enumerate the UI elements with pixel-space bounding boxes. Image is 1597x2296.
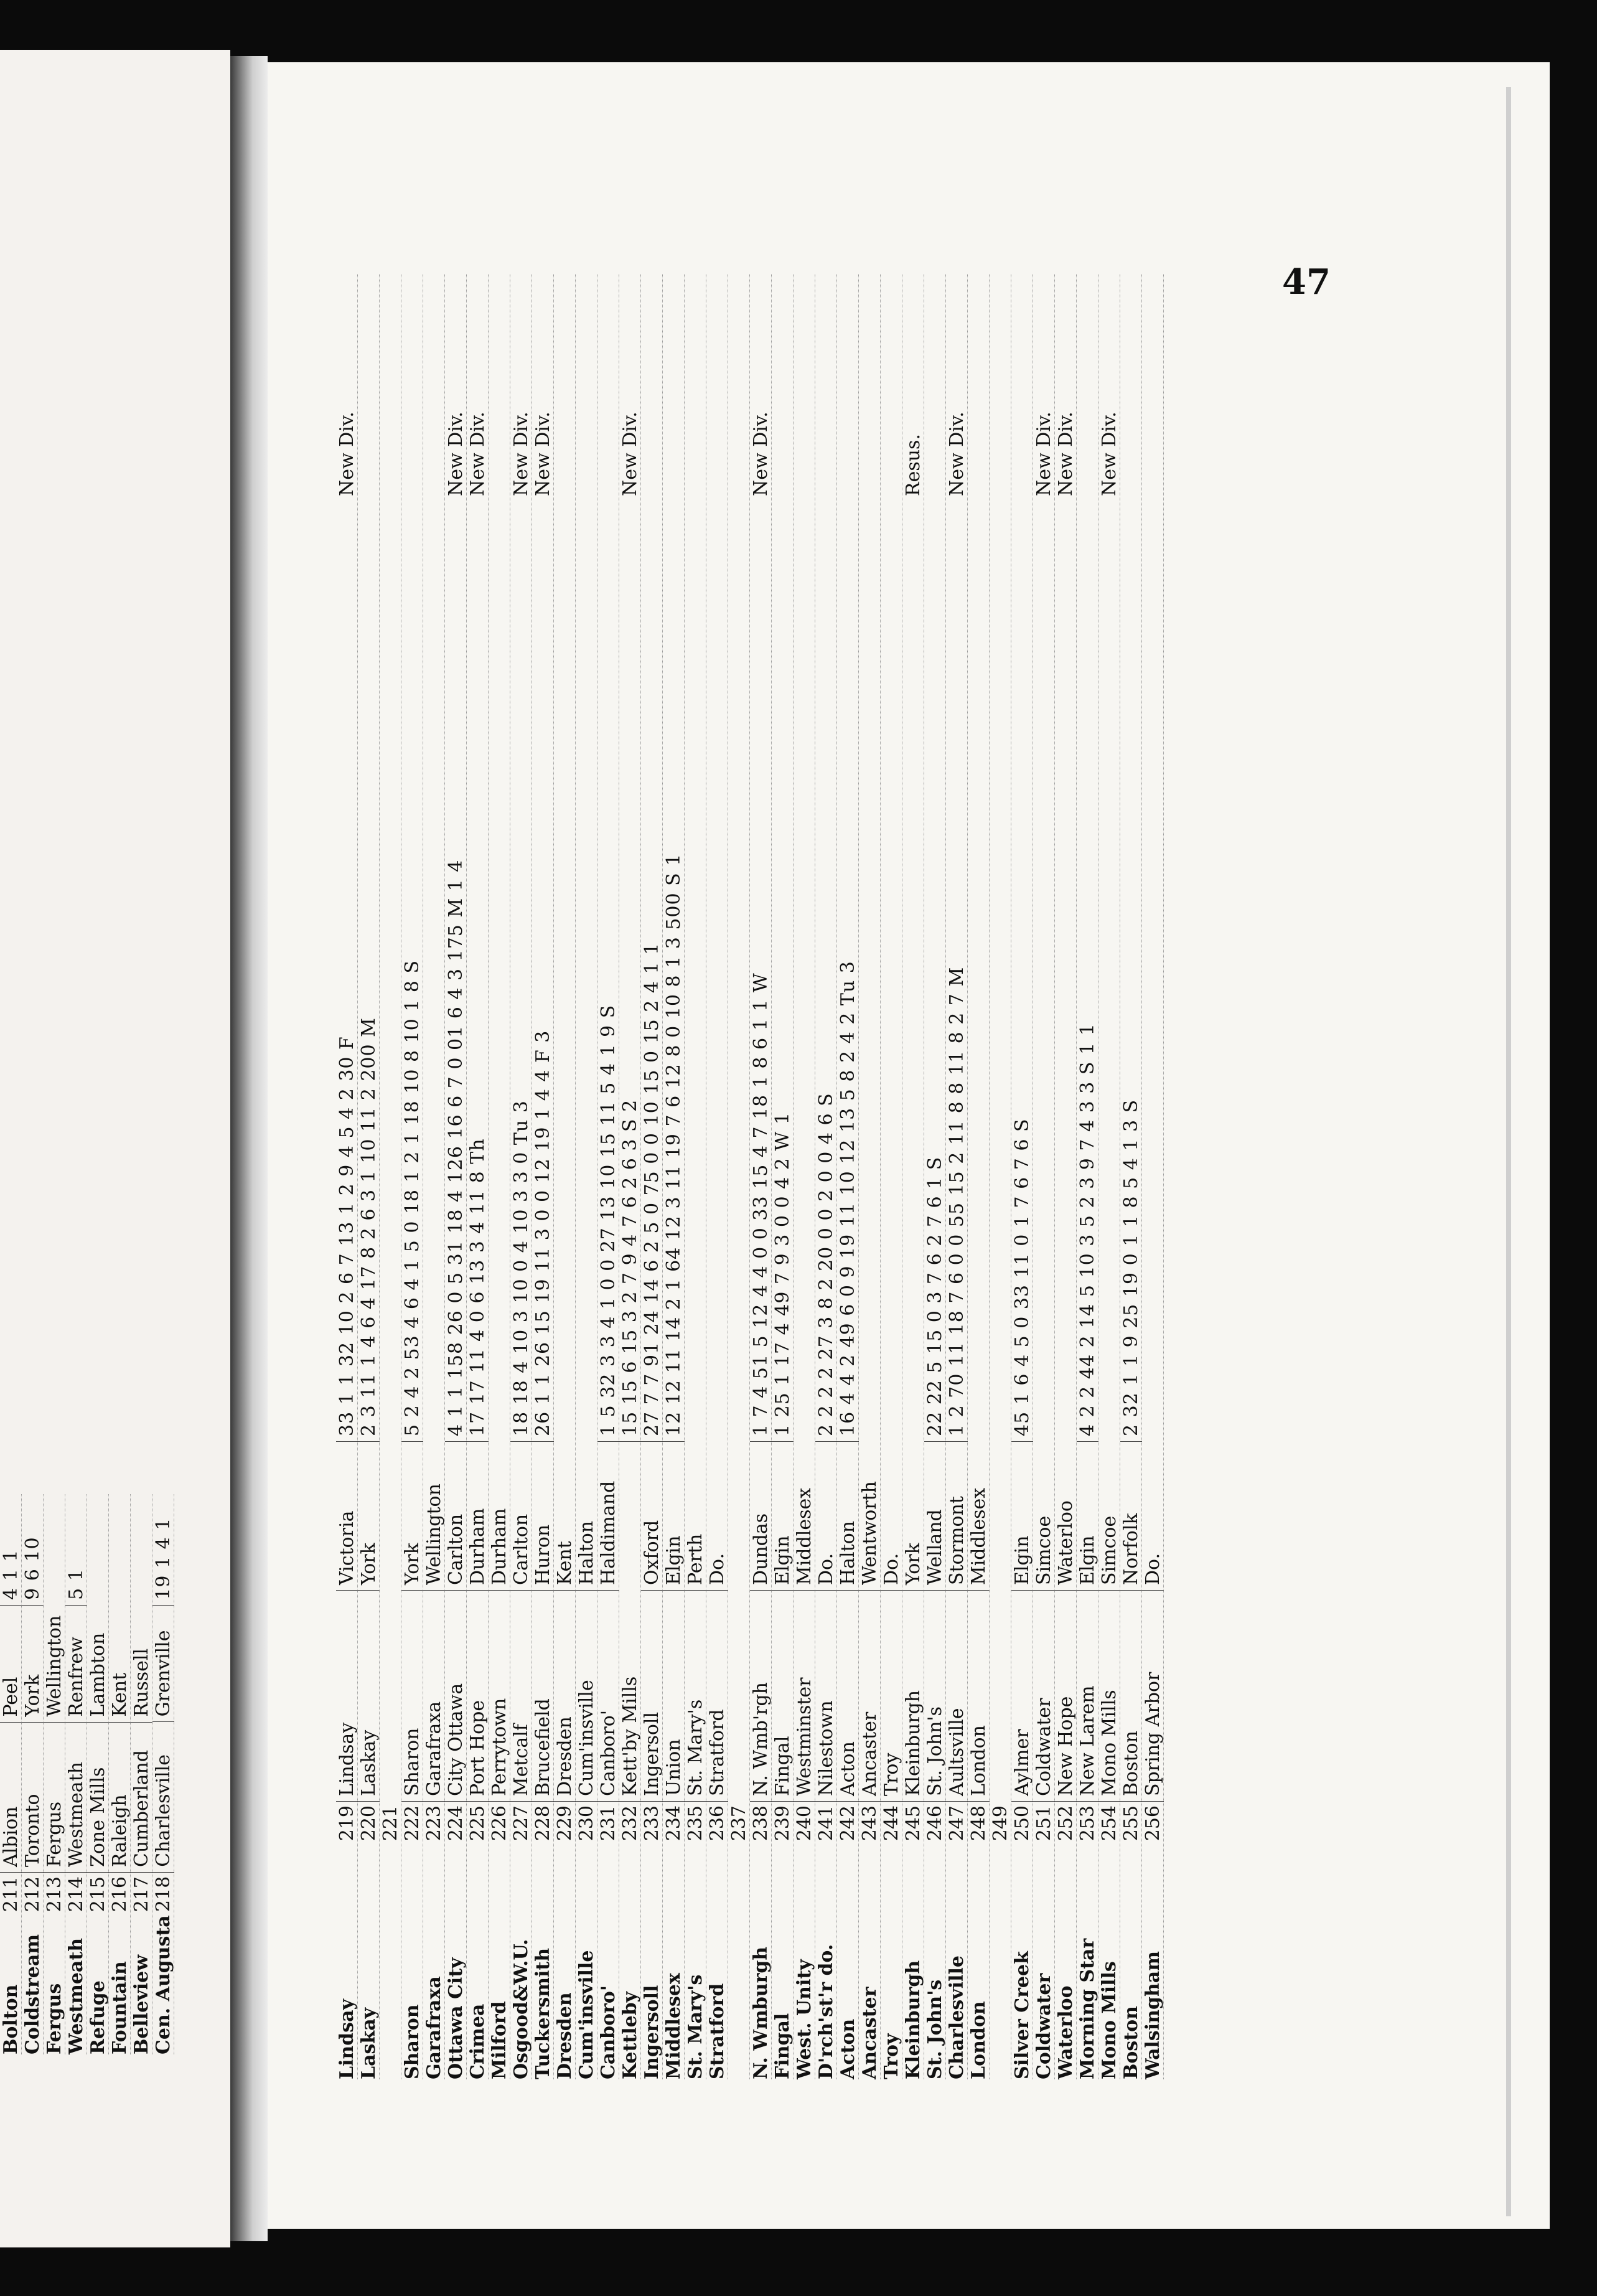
statistics: 22 22 5 15 0 3 7 6 2 7 6 1 S bbox=[924, 502, 946, 1442]
table-row bbox=[597, 274, 619, 2079]
town-name: Laskay bbox=[358, 1591, 380, 1802]
table-row bbox=[946, 274, 968, 2079]
county-name: Do. bbox=[1142, 1442, 1164, 1591]
lodge-name: Middlesex bbox=[662, 1973, 685, 2079]
county-name: Halton bbox=[837, 1442, 859, 1591]
page-number: 47 bbox=[1282, 261, 1331, 303]
lodge-name: Refuge bbox=[87, 1980, 109, 2054]
town-name: Canboro' bbox=[597, 1591, 619, 1802]
county-name: Halton bbox=[576, 1442, 597, 1591]
statistics: 17 17 11 4 0 6 13 3 4 11 8 Th bbox=[467, 502, 489, 1442]
lodge-number: 247 bbox=[945, 1805, 968, 1842]
lodge-number: 215 bbox=[87, 1876, 109, 1913]
town-name: New Larem bbox=[1077, 1591, 1098, 1802]
lodge-name: Cen. Augusta bbox=[152, 1915, 174, 2054]
lodge-number: 221 bbox=[379, 1805, 401, 1842]
lodge-name: Laskay bbox=[357, 2007, 380, 2079]
town-name: Fergus bbox=[44, 1723, 65, 1873]
lodge-number: 211 bbox=[0, 1876, 22, 1913]
town-name: London bbox=[968, 1591, 990, 1802]
town-name: Aultsville bbox=[946, 1591, 968, 1802]
book-gutter bbox=[230, 56, 268, 2241]
lodge-number: 238 bbox=[749, 1805, 772, 1842]
table-row bbox=[728, 274, 750, 2079]
lodge-name: St. Mary's bbox=[684, 1974, 706, 2079]
lodge-number: 227 bbox=[510, 1805, 532, 1842]
town-name: Garafraxa bbox=[423, 1591, 445, 1802]
remark: New Div. bbox=[1033, 412, 1055, 496]
table-row bbox=[401, 274, 423, 2079]
table-row bbox=[0, 1494, 22, 2054]
lodge-name: Walsingham bbox=[1141, 1951, 1164, 2079]
lodge-number: 244 bbox=[880, 1805, 902, 1842]
lodge-number: 255 bbox=[1120, 1805, 1142, 1842]
lodge-name: Ingersoll bbox=[640, 1985, 663, 2079]
county-name: Elgin bbox=[772, 1442, 794, 1591]
table-row bbox=[131, 1494, 152, 2054]
table-row bbox=[467, 274, 489, 2079]
table-row bbox=[152, 1494, 174, 2054]
table-row bbox=[859, 274, 881, 2079]
lodge-number: 213 bbox=[43, 1876, 65, 1913]
town-name: Lindsay bbox=[336, 1591, 358, 1802]
lodge-name: London bbox=[967, 2001, 990, 2079]
town-name: Brucefield bbox=[532, 1591, 554, 1802]
table-row bbox=[489, 274, 510, 2079]
lodge-number: 224 bbox=[444, 1805, 467, 1842]
lodge-name: Tuckersmith bbox=[532, 1947, 554, 2079]
county-name: Carlton bbox=[510, 1442, 532, 1591]
lodge-number: 240 bbox=[793, 1805, 815, 1842]
table-row bbox=[772, 274, 794, 2079]
table-row bbox=[1033, 274, 1055, 2079]
lodge-name: Mono Mills bbox=[1098, 1961, 1120, 2079]
remark: New Div. bbox=[619, 412, 641, 496]
town-name: Westminster bbox=[794, 1591, 815, 1802]
county-name: Simcoe bbox=[1098, 1442, 1120, 1591]
statistics: 45 1 6 4 5 0 33 11 0 1 7 6 7 6 S bbox=[1011, 502, 1033, 1442]
statistics: 1 7 4 51 5 12 4 4 0 0 33 15 4 7 18 1 8 6 1 1 W bbox=[750, 502, 772, 1442]
statistics: 5 2 4 2 53 4 6 4 1 5 0 18 1 2 1 18 10 8 10 1 8 S bbox=[401, 502, 423, 1442]
lodge-number: 256 bbox=[1141, 1805, 1164, 1842]
lodge-number: 253 bbox=[1076, 1805, 1098, 1842]
town-name: Coldwater bbox=[1033, 1591, 1055, 1802]
town-name: Kett'by Mills bbox=[619, 1591, 641, 1802]
table-row bbox=[1011, 274, 1033, 2079]
county-name: Simcoe bbox=[1033, 1442, 1055, 1591]
remark: New Div. bbox=[1098, 412, 1120, 496]
town-name: Cum'insville bbox=[576, 1591, 597, 1802]
statistics: 1 25 1 17 4 49 7 9 3 0 0 4 2 W 1 bbox=[772, 502, 794, 1442]
county-name: Kent bbox=[554, 1442, 576, 1591]
town-name: N. Wmb'rgh bbox=[750, 1591, 772, 1802]
statistics: 16 4 4 2 49 6 0 9 19 11 10 12 13 5 8 2 4 2 Tu 3 bbox=[837, 502, 859, 1442]
county-name: Perth bbox=[685, 1442, 706, 1591]
lodge-name: Cum'insville bbox=[575, 1950, 597, 2079]
remark: New Div. bbox=[1054, 412, 1077, 496]
lodge-number: 239 bbox=[771, 1805, 794, 1842]
town-name: Zone Mills bbox=[87, 1723, 109, 1873]
lodge-number: 228 bbox=[532, 1805, 554, 1842]
town-name: Raleigh bbox=[109, 1723, 131, 1873]
lodge-name: Westmeath bbox=[65, 1937, 87, 2054]
lodge-number: 222 bbox=[401, 1805, 423, 1842]
lodge-number: 229 bbox=[553, 1805, 576, 1842]
lodge-name: Fountain bbox=[108, 1961, 131, 2054]
lodge-name: Troy bbox=[880, 2033, 902, 2079]
lodge-name: Boston bbox=[1120, 2006, 1142, 2079]
town-name: Acton bbox=[837, 1591, 859, 1802]
town-name: Mono Mills bbox=[1098, 1591, 1120, 1802]
lodge-number: 254 bbox=[1098, 1805, 1120, 1842]
lodge-number: 231 bbox=[597, 1805, 619, 1842]
table-row bbox=[685, 274, 706, 2079]
table-row bbox=[663, 274, 685, 2079]
lodge-name: Crimea bbox=[466, 2003, 489, 2079]
lodge-name: Canboro' bbox=[597, 1985, 619, 2079]
remark: New Div. bbox=[510, 412, 532, 496]
lodge-number: 226 bbox=[488, 1805, 510, 1842]
lodge-name: Dresden bbox=[553, 1992, 576, 2079]
county-name: York bbox=[902, 1442, 924, 1591]
lodge-number: 246 bbox=[924, 1805, 946, 1842]
town-name: St. Mary's bbox=[685, 1591, 706, 1802]
lodge-name: Fergus bbox=[43, 1983, 65, 2054]
lodge-name: Sharon bbox=[401, 2004, 423, 2079]
county-name: Durham bbox=[489, 1442, 510, 1591]
statistics: 33 1 1 32 10 2 6 7 13 1 2 9 4 5 4 2 30 F bbox=[336, 502, 358, 1442]
table-row bbox=[924, 274, 946, 2079]
lodge-name: Garafraxa bbox=[423, 1976, 445, 2079]
town-name: Perrytown bbox=[489, 1591, 510, 1802]
lodge-number: 250 bbox=[1011, 1805, 1033, 1842]
table-row bbox=[532, 274, 554, 2079]
county-name: Durham bbox=[467, 1442, 489, 1591]
county-name: Norfolk bbox=[1120, 1442, 1142, 1591]
statistics: 4 1 1 bbox=[0, 1494, 22, 1606]
lodge-number: 236 bbox=[706, 1805, 728, 1842]
table-row bbox=[968, 274, 990, 2079]
table-row bbox=[380, 274, 401, 2079]
lodge-name: West. Unity bbox=[793, 1959, 815, 2079]
table-row bbox=[1055, 274, 1077, 2079]
lodge-name: Coldwater bbox=[1033, 1973, 1055, 2079]
table-row bbox=[423, 274, 445, 2079]
town-name: Westmeath bbox=[65, 1723, 87, 1873]
remark: New Div. bbox=[444, 412, 467, 496]
statistics: 1 5 32 3 3 4 1 0 0 27 13 10 15 11 5 4 1 9 S bbox=[597, 502, 619, 1442]
county-name: Do. bbox=[815, 1442, 837, 1591]
table-row bbox=[87, 1494, 109, 2054]
lodge-name: Silver Creek bbox=[1011, 1951, 1033, 2079]
lodge-number: 245 bbox=[902, 1805, 924, 1842]
lodge-number: 251 bbox=[1033, 1805, 1055, 1842]
table-row bbox=[358, 274, 380, 2079]
county-name: Do. bbox=[706, 1442, 728, 1591]
county-name: Lambton bbox=[87, 1606, 109, 1723]
remark: New Div. bbox=[749, 412, 772, 496]
lodge-name: D'rch'st'r do. bbox=[815, 1944, 837, 2079]
table-row bbox=[1120, 274, 1142, 2079]
table-row bbox=[902, 274, 924, 2079]
lodge-name: Kleinburgh bbox=[902, 1960, 924, 2079]
town-name: Stratford bbox=[706, 1591, 728, 1802]
town-name: Boston bbox=[1120, 1591, 1142, 1802]
statistics: 9 6 10 bbox=[22, 1494, 44, 1606]
statistics: 4 1 1 158 26 0 5 31 18 4 126 16 6 7 0 01 6 4 3 175 M 1 4 bbox=[445, 502, 467, 1442]
table-row bbox=[641, 274, 663, 2079]
lodge-name: Lindsay bbox=[335, 1998, 358, 2079]
county-name: Elgin bbox=[1011, 1442, 1033, 1591]
lodge-name: Ottawa City bbox=[444, 1957, 467, 2079]
county-name: Wellington bbox=[423, 1442, 445, 1591]
county-name: Middlesex bbox=[968, 1442, 990, 1591]
statistics: 2 2 2 2 27 3 8 2 20 0 0 2 0 0 4 6 S bbox=[815, 502, 837, 1442]
table-row bbox=[1142, 274, 1164, 2079]
county-name: Waterloo bbox=[1055, 1442, 1077, 1591]
remark: New Div. bbox=[532, 412, 554, 496]
town-name: Metcalf bbox=[510, 1591, 532, 1802]
page-edge bbox=[1506, 87, 1511, 2216]
lodge-number: 214 bbox=[65, 1876, 87, 1913]
county-name: York bbox=[358, 1442, 380, 1591]
table-row bbox=[109, 1494, 131, 2054]
table-row bbox=[706, 274, 728, 2079]
table-row bbox=[44, 1494, 65, 2054]
statistics: 26 1 1 26 15 19 11 3 0 0 12 19 1 4 4 F 3 bbox=[532, 502, 554, 1442]
table-row bbox=[336, 274, 358, 2079]
county-name: Russell bbox=[131, 1606, 152, 1723]
county-name: Elgin bbox=[1077, 1442, 1098, 1591]
statistics: 5 1 bbox=[65, 1494, 87, 1606]
county-name: Haldimand bbox=[597, 1442, 619, 1591]
table-row bbox=[794, 274, 815, 2079]
table-row bbox=[576, 274, 597, 2079]
town-name: New Hope bbox=[1055, 1591, 1077, 1802]
lodge-number: 223 bbox=[423, 1805, 445, 1842]
lodge-number: 248 bbox=[967, 1805, 990, 1842]
town-name: Charlesville bbox=[152, 1722, 174, 1872]
lodge-number: 235 bbox=[684, 1805, 706, 1842]
town-name: Ingersoll bbox=[641, 1591, 663, 1802]
town-name: City Ottawa bbox=[445, 1591, 467, 1802]
county-name: York bbox=[22, 1606, 44, 1723]
lodge-number: 252 bbox=[1054, 1805, 1077, 1842]
statistics: 18 18 4 10 3 10 0 4 10 3 3 0 Tu 3 bbox=[510, 502, 532, 1442]
table-row bbox=[619, 274, 641, 2079]
lodge-number: 233 bbox=[640, 1805, 663, 1842]
table-row bbox=[510, 274, 532, 2079]
statistics: 15 15 6 15 3 2 7 9 4 7 6 2 6 3 S 2 bbox=[619, 502, 641, 1442]
lodge-number: 234 bbox=[662, 1805, 685, 1842]
county-name: Do. bbox=[881, 1442, 902, 1591]
lodge-number: 242 bbox=[836, 1805, 859, 1842]
lodge-name: N. Wmburgh bbox=[749, 1946, 772, 2079]
county-name: Kent bbox=[109, 1606, 131, 1723]
county-name: Huron bbox=[532, 1442, 554, 1591]
lodge-name: St. John's bbox=[924, 1979, 946, 2079]
lodge-name: Kettleby bbox=[619, 1991, 641, 2079]
lodge-number: 232 bbox=[619, 1805, 641, 1842]
table-row bbox=[1077, 274, 1098, 2079]
town-name: Port Hope bbox=[467, 1591, 489, 1802]
lodge-number: 230 bbox=[575, 1805, 597, 1842]
lodge-number: 243 bbox=[858, 1805, 881, 1842]
county-name: Peel bbox=[0, 1606, 22, 1723]
lodge-number: 217 bbox=[130, 1876, 152, 1913]
table-row bbox=[750, 274, 772, 2079]
statistics: 1 2 70 11 18 7 6 0 0 55 15 2 11 8 8 11 8 2 7 M bbox=[946, 502, 968, 1442]
lodge-name: Milford bbox=[488, 2001, 510, 2079]
town-name: Ancaster bbox=[859, 1591, 881, 1802]
lodge-name: Waterloo bbox=[1054, 1985, 1077, 2079]
lodge-number: 225 bbox=[466, 1805, 489, 1842]
town-name: Toronto bbox=[22, 1723, 44, 1873]
remark: New Div. bbox=[945, 412, 968, 496]
lodge-name: Stratford bbox=[706, 1983, 728, 2079]
lodge-name: Belleview bbox=[130, 1954, 152, 2054]
town-name: Union bbox=[663, 1591, 685, 1802]
town-name: St. John's bbox=[924, 1591, 946, 1802]
county-name: Middlesex bbox=[794, 1442, 815, 1591]
county-name: Stormont bbox=[946, 1442, 968, 1591]
county-name: Victoria bbox=[336, 1442, 358, 1591]
county-name: Welland bbox=[924, 1442, 946, 1591]
table-row bbox=[445, 274, 467, 2079]
county-name: Grenville bbox=[152, 1606, 174, 1723]
lodge-returns-table bbox=[336, 274, 1307, 2079]
county-name: Wentworth bbox=[859, 1442, 881, 1591]
lodge-name: Morning Star bbox=[1076, 1938, 1098, 2079]
table-row bbox=[881, 274, 902, 2079]
lodge-number: 241 bbox=[815, 1805, 837, 1842]
town-name: Aylmer bbox=[1011, 1591, 1033, 1802]
statistics: 19 1 4 1 bbox=[152, 1494, 174, 1606]
county-name: Wellington bbox=[44, 1606, 65, 1723]
lodge-number: 249 bbox=[989, 1805, 1011, 1842]
county-name: Elgin bbox=[663, 1442, 685, 1591]
lodge-number: 216 bbox=[108, 1876, 131, 1913]
table-row bbox=[815, 274, 837, 2079]
county-name: York bbox=[401, 1442, 423, 1591]
statistics: 2 3 11 1 4 6 4 17 8 2 6 3 1 10 11 2 200 M bbox=[358, 502, 380, 1442]
table-row bbox=[554, 274, 576, 2079]
table-row bbox=[990, 274, 1011, 2079]
county-name: Carlton bbox=[445, 1442, 467, 1591]
remark: New Div. bbox=[335, 412, 358, 496]
lodge-name: Fingal bbox=[771, 2013, 794, 2079]
town-name: Dresden bbox=[554, 1591, 576, 1802]
town-name: Albion bbox=[0, 1723, 22, 1873]
town-name: Kleinburgh bbox=[902, 1591, 924, 1802]
town-name: Fingal bbox=[772, 1591, 794, 1802]
lodge-number: 212 bbox=[21, 1876, 44, 1913]
statistics: 4 2 2 44 2 14 5 10 3 5 2 3 9 7 4 3 3 S 1 1 bbox=[1077, 502, 1098, 1442]
lodge-number: 219 bbox=[335, 1805, 358, 1842]
statistics: 2 32 1 1 9 25 19 0 1 1 8 5 4 1 3 S bbox=[1120, 502, 1142, 1442]
lodge-name: Coldstream bbox=[21, 1934, 44, 2054]
table-row bbox=[22, 1494, 44, 2054]
county-name: Renfrew bbox=[65, 1606, 87, 1723]
lodge-number: 237 bbox=[728, 1805, 750, 1842]
lodge-name: Osgood&W.U. bbox=[510, 1939, 532, 2079]
town-name: Nilestown bbox=[815, 1591, 837, 1802]
statistics: 27 7 7 91 24 14 6 2 5 0 75 0 0 10 15 0 15 2 4 1 1 bbox=[641, 502, 663, 1442]
lodge-number: 220 bbox=[357, 1805, 380, 1842]
town-name: Cumberland bbox=[131, 1723, 152, 1873]
lodge-name: Bolton bbox=[0, 1984, 22, 2054]
remark: Resus. bbox=[902, 434, 924, 496]
town-name: Sharon bbox=[401, 1591, 423, 1802]
town-name: Spring Arbor bbox=[1142, 1591, 1164, 1802]
statistics: 12 12 11 14 2 1 64 12 3 11 19 7 6 12 8 0 10 8 1 3 500 S 1 bbox=[663, 502, 685, 1442]
lodge-name: Charlesville bbox=[945, 1955, 968, 2079]
table-row bbox=[65, 1494, 87, 2054]
remark: New Div. bbox=[466, 412, 489, 496]
lodge-name: Ancaster bbox=[858, 1987, 881, 2079]
county-name: Dundas bbox=[750, 1442, 772, 1591]
lodge-number: 218 bbox=[152, 1876, 174, 1912]
county-name: Oxford bbox=[641, 1442, 663, 1591]
town-name: Troy bbox=[881, 1591, 902, 1802]
lodge-name: Acton bbox=[836, 2018, 859, 2079]
table-row bbox=[837, 274, 859, 2079]
previous-page-table bbox=[0, 1494, 224, 2054]
table-row bbox=[1098, 274, 1120, 2079]
